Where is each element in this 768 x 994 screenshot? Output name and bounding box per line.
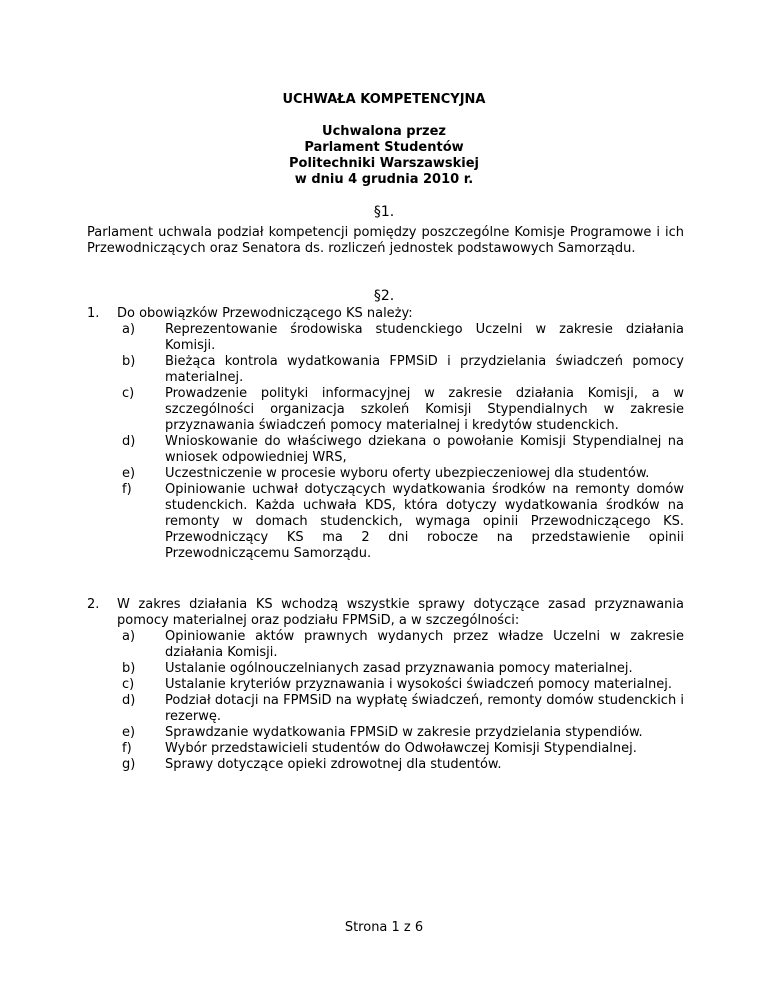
- item-text: Opiniowanie uchwał dotyczących wydatkowania środków na remonty domów studenckich. Każda uchwała KDS, która dotyczy wydatkowania środków na remonty w domach studenckich, wymaga opinii Przewodniczącego KS. Przewodniczący KS ma 2 dni robocze na przedstawienie opinii Przewodniczącemu Samorządu.: [165, 482, 684, 561]
- item-letter: c): [122, 386, 135, 401]
- section-1-text: Parlament uchwala podział kompetencji pomiędzy poszczególne Komisje Programowe i ich Przewodniczących oraz Senatora ds. rozliczeń jednostek podstawowych Samorządu.: [87, 225, 684, 256]
- item-letter: d): [122, 434, 136, 449]
- list-item: [117, 386, 684, 434]
- item-text: Podział dotacji na FPMSiD na wypłatę świadczeń, remonty domów studenckich i rezerwę.: [165, 693, 684, 724]
- item-letter: d): [122, 693, 136, 708]
- list-item: [117, 482, 684, 562]
- item-letter: a): [122, 629, 136, 644]
- item-text: Uczestniczenie w procesie wyboru oferty ubezpieczeniowej dla studentów.: [165, 466, 650, 481]
- item-letter: g): [122, 757, 136, 772]
- list-item: [117, 725, 684, 741]
- item-text: Wybór przedstawicieli studentów do Odwoławczej Komisji Stypendialnej.: [165, 741, 637, 756]
- item-text: Bieżąca kontrola wydatkowania FPMSiD i przydzielania świadczeń pomocy materialnej.: [165, 354, 684, 385]
- document-title: UCHWAŁA KOMPETENCYJNA: [282, 92, 486, 107]
- item-text: Prowadzenie polityki informacyjnej w zakresie działania Komisji, a w szczególności organizacja szkoleń Komisji Stypendialnych w zakresie przyznawania świadczeń pomocy materialnej i kredytów studenckich.: [165, 386, 684, 433]
- item-letter: c): [122, 677, 135, 692]
- subtitle-line: Politechniki Warszawskiej: [289, 156, 479, 171]
- list-item: [117, 741, 684, 757]
- list-item: [117, 677, 684, 693]
- point-lead: Do obowiązków Przewodniczącego KS należy:: [117, 306, 413, 321]
- list-item: [117, 693, 684, 725]
- subtitle-line: Parlament Studentów: [304, 140, 464, 155]
- document-subtitle: [0, 124, 768, 188]
- list-item: [117, 629, 684, 661]
- item-text: Sprawdzanie wydatkowania FPMSiD w zakresie przydzielania stypendiów.: [165, 725, 643, 740]
- point-number: 2.: [87, 597, 100, 612]
- list-item: [117, 757, 684, 773]
- item-letter: e): [122, 725, 136, 740]
- section-1-heading: §1.: [373, 204, 395, 220]
- item-text: Opiniowanie aktów prawnych wydanych przez władze Uczelni w zakresie działania Komisji.: [165, 629, 684, 660]
- item-letter: b): [122, 354, 136, 369]
- page-number-footer: Strona 1 z 6: [344, 920, 424, 935]
- item-text: Sprawy dotyczące opieki zdrowotnej dla studentów.: [165, 757, 502, 772]
- section-2-point-2: [87, 597, 684, 773]
- list-item: [117, 354, 684, 386]
- point-number: 1.: [87, 306, 100, 321]
- item-text: Reprezentowanie środowiska studenckiego Uczelni w zakresie działania Komisji.: [165, 322, 684, 353]
- item-letter: f): [122, 482, 132, 497]
- list-item: [117, 434, 684, 466]
- item-text: Ustalanie ogólnouczelnianych zasad przyznawania pomocy materialnej.: [165, 661, 633, 676]
- item-letter: f): [122, 741, 132, 756]
- item-letter: e): [122, 466, 136, 481]
- item-text: Wnioskowanie do właściwego dziekana o powołanie Komisji Stypendialnej na wniosek odpowiedniej WRS,: [165, 434, 684, 465]
- section-2-point-1: [87, 306, 684, 562]
- item-letter: a): [122, 322, 136, 337]
- list-item: [117, 322, 684, 354]
- subtitle-line: w dniu 4 grudnia 2010 r.: [294, 172, 474, 187]
- item-text: Ustalanie kryteriów przyznawania i wysokości świadczeń pomocy materialnej.: [165, 677, 673, 692]
- point-lead: W zakres działania KS wchodzą wszystkie sprawy dotyczące zasad przyznawania pomocy materialnej oraz podziału FPMSiD, a w szczególności:: [117, 597, 684, 628]
- list-item: [117, 661, 684, 677]
- section-2-heading: §2.: [373, 288, 395, 304]
- list-item: [117, 466, 684, 482]
- item-letter: b): [122, 661, 136, 676]
- subtitle-line: Uchwalona przez: [322, 124, 446, 139]
